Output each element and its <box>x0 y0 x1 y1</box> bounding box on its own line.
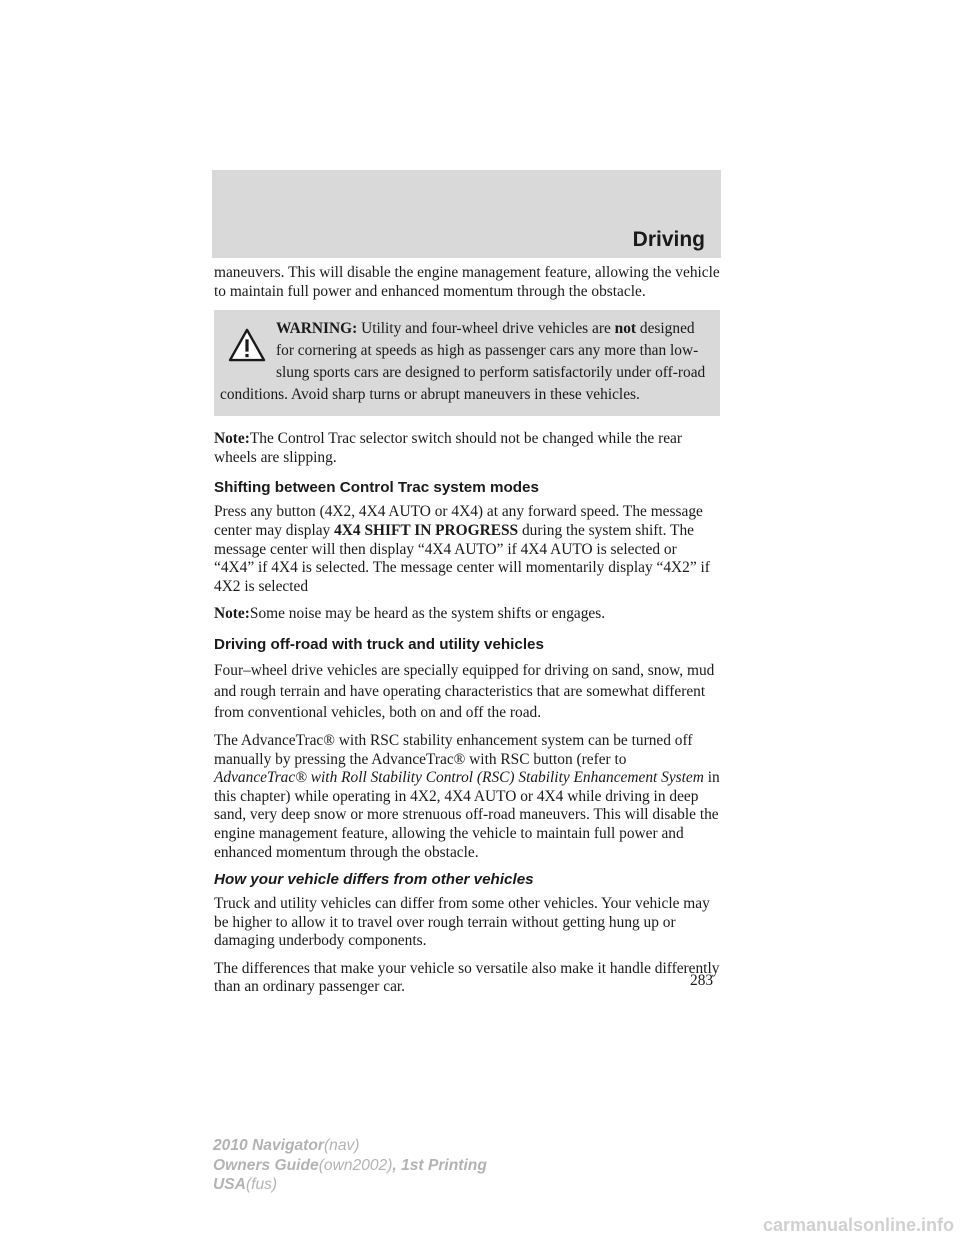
paragraph-differ-2: The differences that make your vehicle so versatile also make it handle differently than an ordinary passenger car. <box>214 959 720 996</box>
offroad-2-text-b: in this chapter) while operating in 4X2, 4X4 AUTO or 4X4 while driving in deep sand, very deep snow or more strenuous off-road maneuvers. This will disable the engine management feature, allowing the vehicle to maintain full power and enhanced momentum through the obstacle. <box>214 769 720 861</box>
warning-text-b: designed for cornering at speeds as high as passenger cars any more than low-slung sports cars are designed to perform satisfactorily under off-road conditions. Avoid sharp turns or abrupt maneuvers in these vehicles. <box>220 320 706 404</box>
warning-text <box>220 318 710 406</box>
watermark: carmanualsonline.info <box>762 1215 954 1235</box>
section-title: Driving <box>632 228 705 251</box>
warning-text-a: Utility and four-wheel drive vehicles are <box>361 320 615 338</box>
note-label: Note: <box>214 605 250 623</box>
note-1 <box>214 430 720 467</box>
paragraph-shifting <box>214 503 720 596</box>
paragraph-offroad-1: Four–wheel drive vehicles are specially equipped for driving on sand, snow, mud and rough terrain and have operating characteristics that are somewhat different from conventional vehicles, both on and off the road. <box>214 661 715 721</box>
warning-box <box>214 310 720 416</box>
footer-imprint <box>213 1136 487 1195</box>
footer-printing: , 1st Printing <box>392 1156 487 1174</box>
note-2-text: Some noise may be heard as the system shifts or engages. <box>249 605 606 623</box>
footer-line-3 <box>213 1175 487 1195</box>
paragraph-offroad-2 <box>214 732 720 862</box>
heading-shifting: Shifting between Control Trac system modes <box>214 479 539 497</box>
heading-differ: How your vehicle differs from other vehicles <box>214 871 534 889</box>
footer-line-2 <box>213 1156 487 1176</box>
page-number: 283 <box>690 972 714 989</box>
note-label: Note: <box>214 430 250 448</box>
shifting-text-a: Press any button (4X2, 4X4 AUTO or 4X4) at any forward speed. The message center may display <box>214 503 703 539</box>
page-content <box>214 264 720 1006</box>
footer-model: 2010 Navigator <box>213 1137 324 1154</box>
paragraph-intro: maneuvers. This will disable the engine management feature, allowing the vehicle to maintain full power and enhanced momentum through the obstacle. <box>214 264 720 300</box>
footer-line-1 <box>213 1136 487 1156</box>
note-1-text: The Control Trac selector switch should not be changed while the rear wheels are slipping. <box>214 430 683 466</box>
paragraph-differ-1: Truck and utility vehicles can differ from some other vehicles. Your vehicle may be higher to allow it to travel over rough terrain without getting hung up or damaging underbody components. <box>214 895 710 950</box>
offroad-2-text-a: The AdvanceTrac® with RSC stability enhancement system can be turned off manually by pressing the AdvanceTrac® with RSC button (refer to <box>214 731 693 768</box>
note-2 <box>214 605 720 624</box>
warning-label: WARNING: <box>276 320 358 338</box>
footer-guide-code: (own2002) <box>318 1156 393 1174</box>
footer-region-code: (fus) <box>245 1176 278 1193</box>
section-header-band <box>212 170 721 258</box>
warning-text-bold: not <box>614 320 637 338</box>
heading-offroad: Driving off-road with truck and utility vehicles <box>214 635 544 653</box>
warning-triangle-icon <box>228 328 266 362</box>
footer-region: USA <box>213 1176 246 1193</box>
footer-model-code: (nav) <box>323 1137 360 1154</box>
offroad-2-italic-ref: AdvanceTrac® with Roll Stability Control (RSC) Stability Enhancement System <box>214 769 704 787</box>
shifting-text-bold: 4X4 SHIFT IN PROGRESS <box>334 521 519 539</box>
shifting-text-b: during the system shift. The message center will then display “4X4 AUTO” if 4X4 AUTO is selected or “4X4” if 4X4 is selected. The message center will momentarily display “4X2” if 4X2 is selected <box>214 521 710 595</box>
footer-guide: Owners Guide <box>213 1156 319 1174</box>
offroad-section <box>214 660 720 862</box>
